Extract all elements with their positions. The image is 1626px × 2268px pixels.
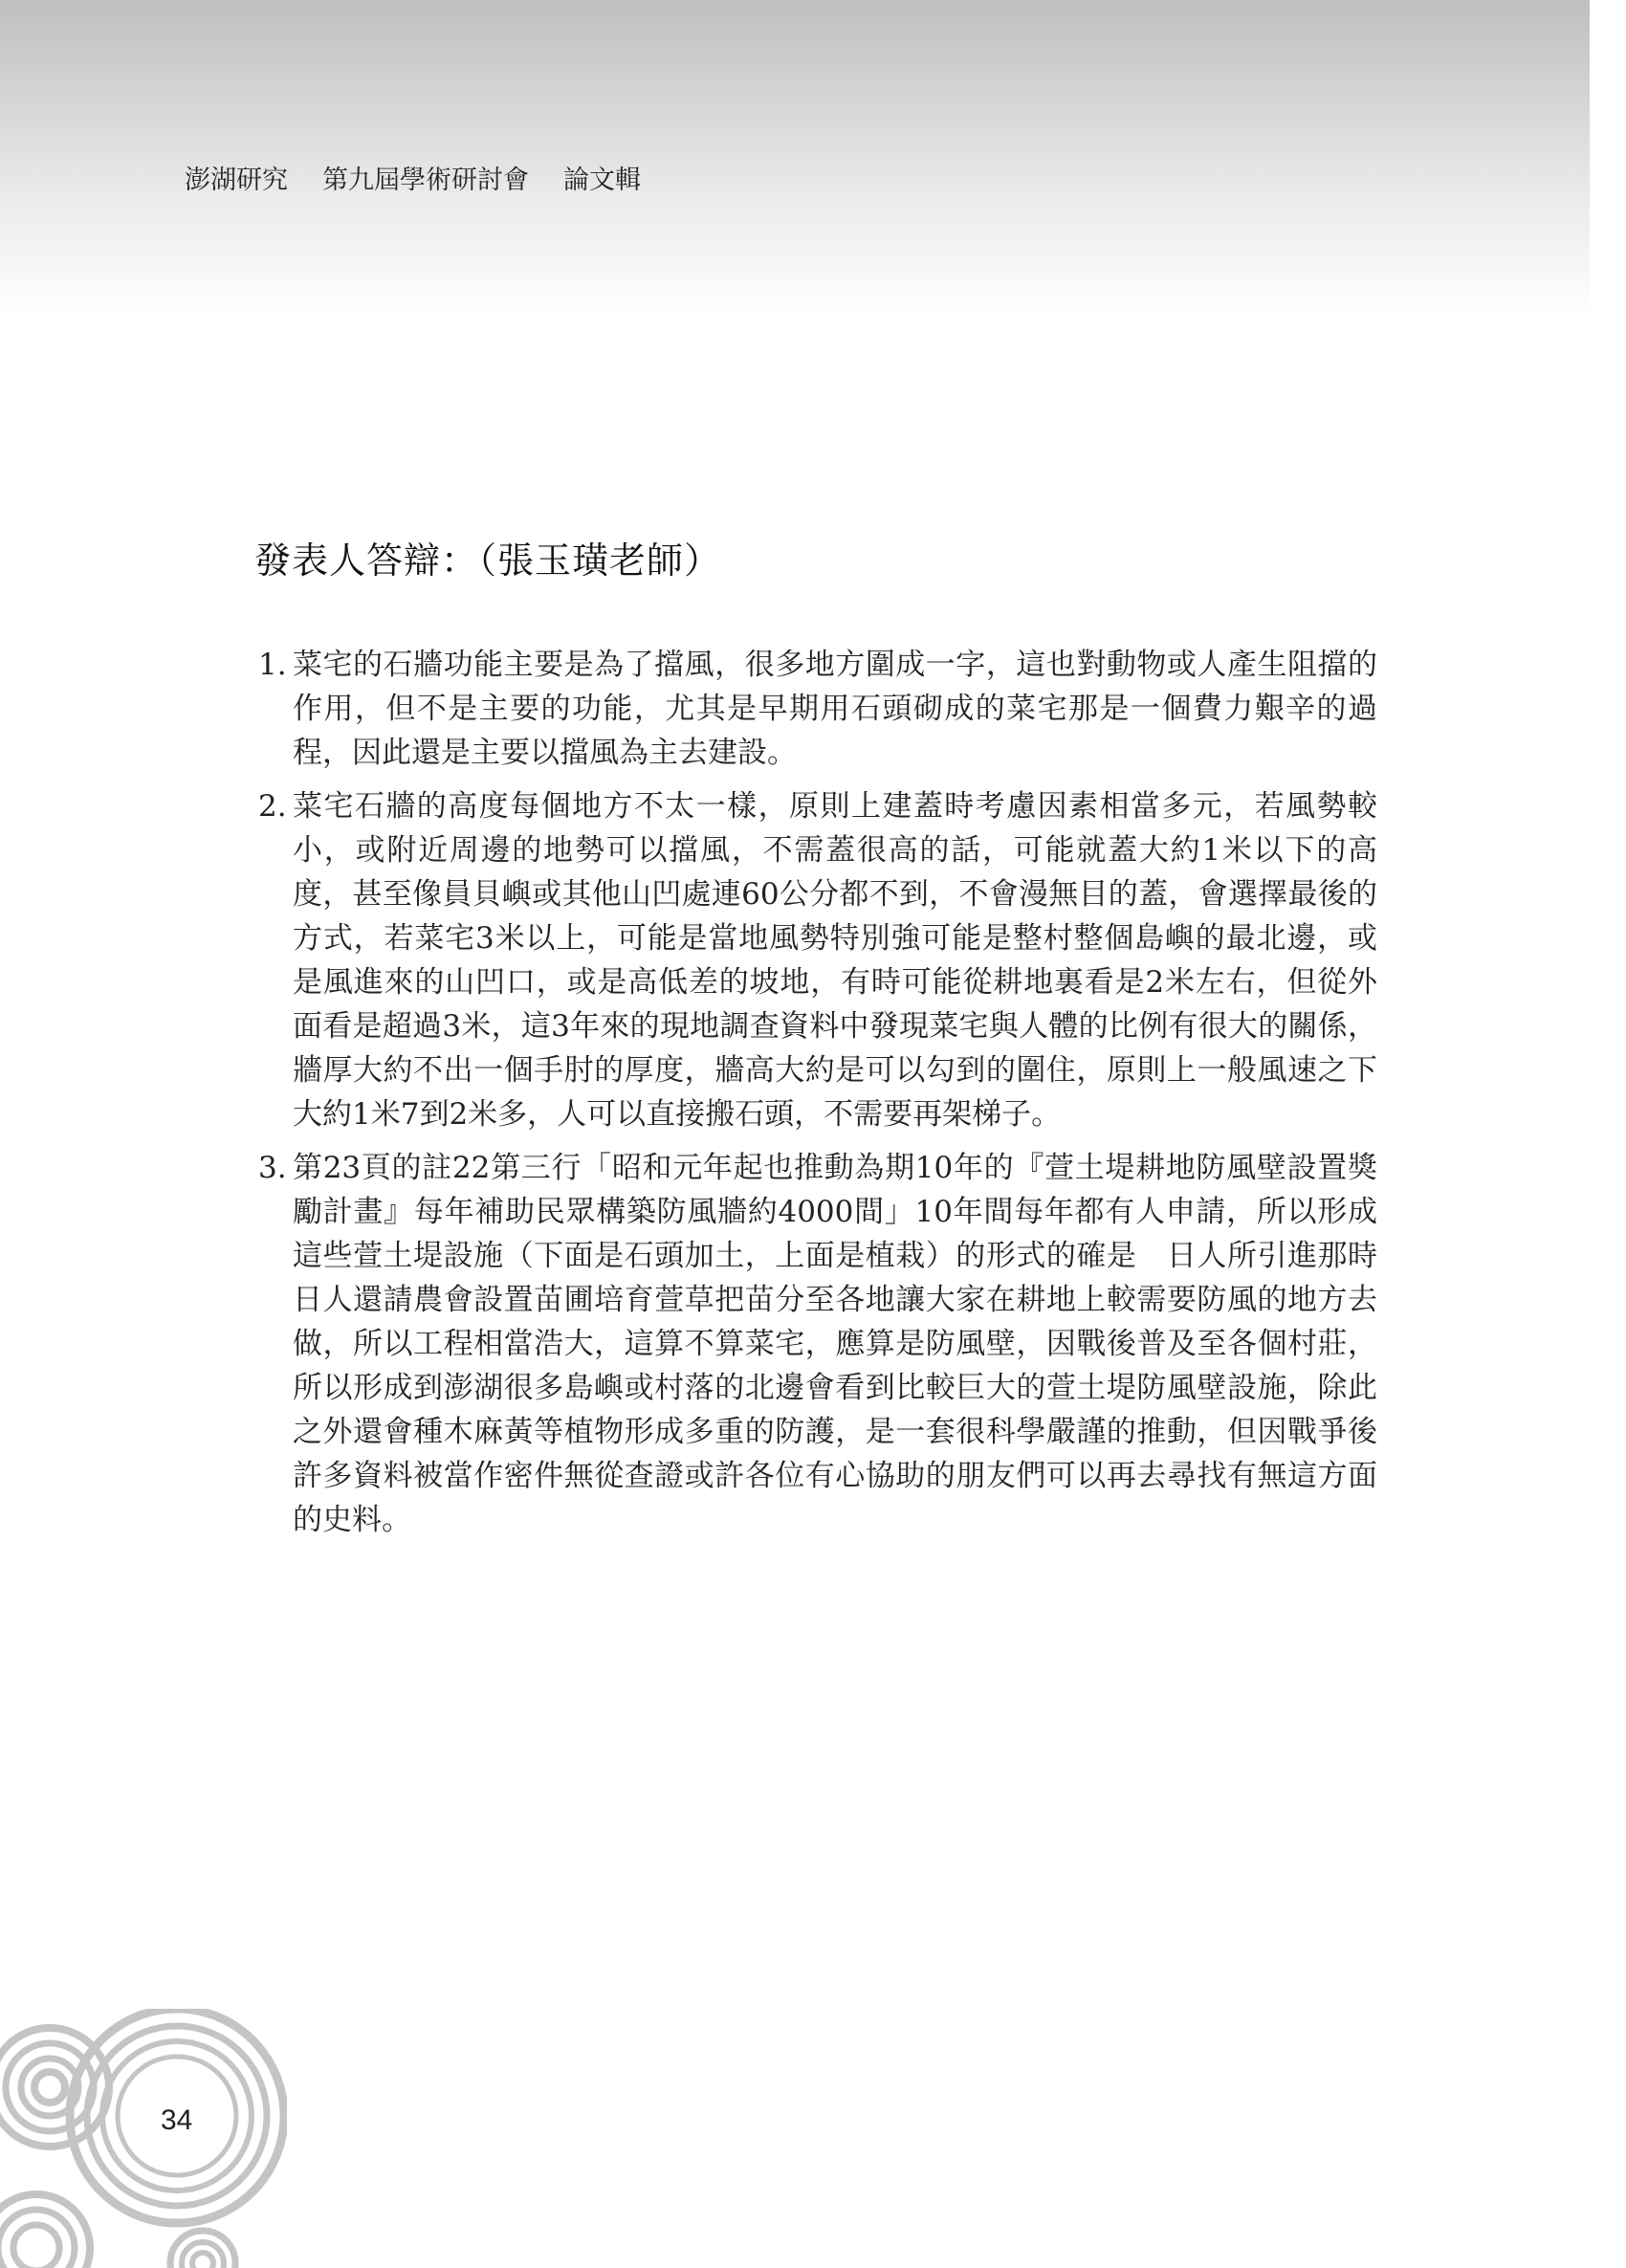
bottom-left-ring-cluster xyxy=(0,2194,90,2268)
bottom-right-ring-cluster xyxy=(170,2231,235,2268)
item-text: 第23頁的註22第三行「昭和元年起也推動為期10年的『萱土堤耕地防風壁設置獎勵計畫』每年補助民眾構築防風牆約4000間」10年間每年都有人申請，所以形成這些萱土堤設施（下面是石頭加土，上面是植栽）的形式的確是 日人所引進那時日人還請農會設置苗圃培育萱草把苗分至各地讓大家在耕地上較需要防風的地方去做，所以工程相當浩大，這算不算菜宅，應算是防風壁，因戰後普及至各個村莊，所以形成到澎湖很多島嶼或村落的北邊會看到比較巨大的萱土堤防風壁設施，除此之外還會種木麻黃等植物形成多重的防護，是一套很科學嚴謹的推動，但因戰爭後許多資料被當作密件無從查證或許各位有心協助的朋友們可以再去尋找有無這方面的史料。 xyxy=(293,1151,1377,1537)
journal-title: 澎湖研究 xyxy=(185,165,288,195)
page-number: 34 xyxy=(161,2104,193,2136)
item-text: 菜宅的石牆功能主要是為了擋風，很多地方圍成一字，這也對動物或人產生阻擋的作用，但不是主要的功能，尤其是早期用石頭砌成的菜宅那是一個費力艱辛的過程，因此還是主要以擋風為主去建設。 xyxy=(293,648,1377,770)
running-head xyxy=(185,159,675,196)
item-number: 1. xyxy=(258,648,287,682)
conference-title: 第九屆學術研討會 xyxy=(322,165,529,195)
page-header xyxy=(0,0,1590,316)
collection-title: 論文輯 xyxy=(563,165,641,195)
item-text: 菜宅石牆的高度每個地方不太一樣，原則上建蓋時考慮因素相當多元，若風勢較小，或附近周邊的地勢可以擋風，不需蓋很高的話，可能就蓋大約1米以下的高度，甚至像員貝嶼或其他山凹處連60公分都不到，不會漫無目的蓋，會選擇最後的方式，若菜宅3米以上，可能是當地風勢特別強可能是整村整個島嶼的最北邊，或是風進來的山凹口，或是高低差的坡地，有時可能從耕地裏看是2米左右，但從外面看是超過3米，這3年來的現地調查資料中發現菜宅與人體的比例有很大的關係，牆厚大約不出一個手肘的厚度，牆高大約是可以勾到的圍住，原則上一般風速之下大約1米7到2米多，人可以直接搬石頭，不需要再架梯子。 xyxy=(293,789,1377,1132)
answer-item xyxy=(258,784,1377,1136)
item-number: 3. xyxy=(258,1151,287,1185)
answer-item xyxy=(258,1146,1377,1542)
decorative-circles xyxy=(0,2009,287,2268)
section-title: 發表人答辯：（張玉璜老師） xyxy=(254,539,722,582)
top-left-ring-cluster xyxy=(0,2028,109,2147)
item-number: 2. xyxy=(258,789,287,824)
answer-item xyxy=(258,643,1377,775)
answer-list xyxy=(258,643,1377,1552)
